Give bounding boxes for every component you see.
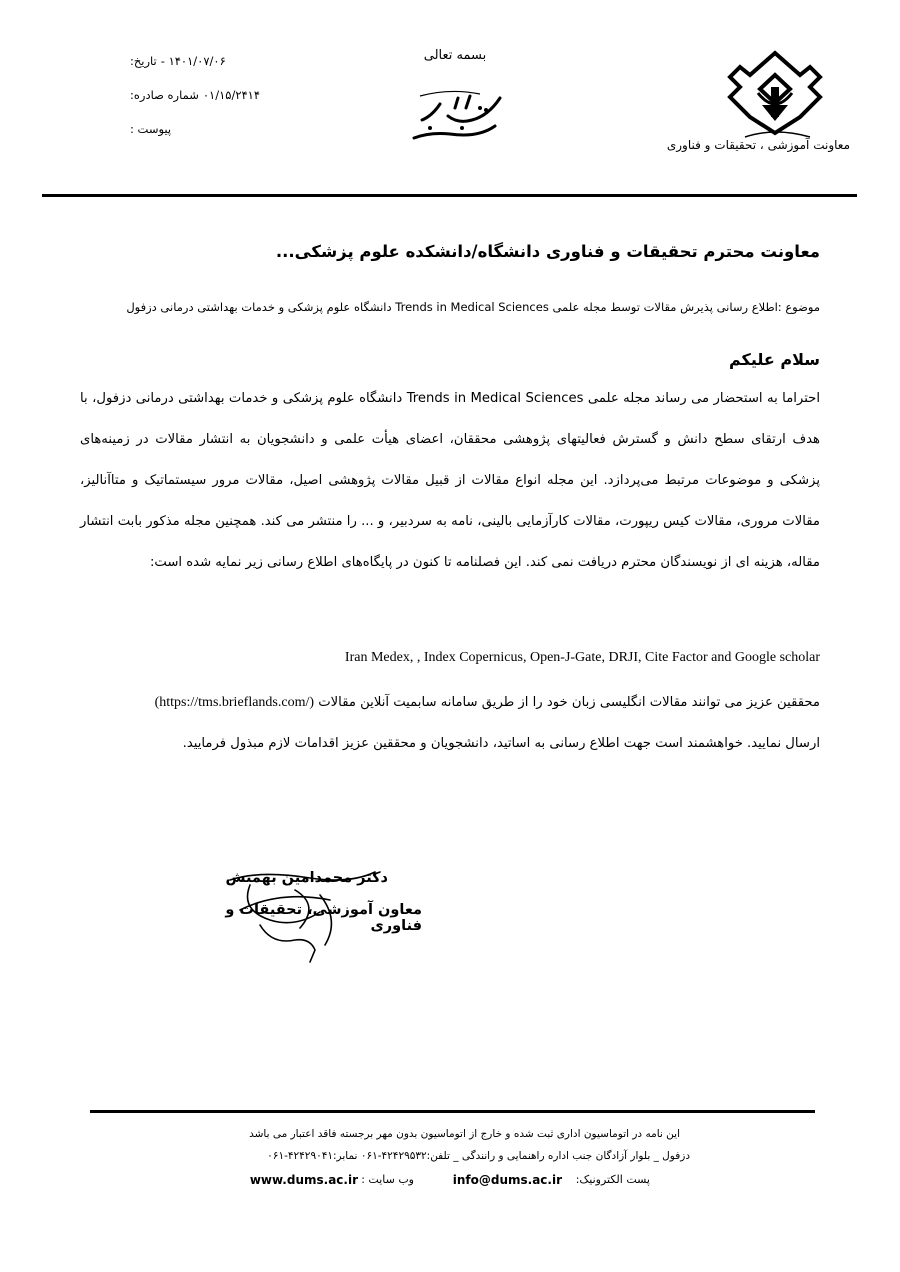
closing-text <box>80 682 820 723</box>
website-link[interactable]: www.dums.ac.ir <box>249 1173 358 1187</box>
addressee: معاونت محترم تحقیقات و فناوری دانشگاه/دانشکده علوم پزشکی... <box>275 242 820 261</box>
number-label: شماره صادره: <box>130 88 199 102</box>
body-paragraph: احتراما به استحضار می رساند مجله علمی Trends in Medical Sciences دانشگاه علوم پزشکی و خدمات بهداشتی درمانی دزفول، با هدف ارتقای سطح دانش و گسترش فعالیتهای پژوهشی محققان، اعضای هیأت علمی و دانشجویان به انتشار مقالات در زمینه‌های پزشکی و موضوعات مرتبط می‌پردازد. این مجله انواع مقالات از قبیل مقالات پژوهشی اصیل، مقالات مرور سیستماتیک و متاآنالیز، مقالات مروری، مقالات کیس ریپورت، مقالات کارآزمایی بالینی، نامه به سردبیر، و ... را منتشر می کند. همچنین مجله مذکور بابت انتشار مقاله، هزینه ای از نویسندگان محترم دریافت نمی کند. این فصلنامه تا کنون در پایگاه‌های اطلاع رسانی زیر نمایه شده است: <box>80 391 820 570</box>
footer-divider <box>90 1110 815 1113</box>
email-link[interactable]: info@dums.ac.ir <box>452 1173 562 1187</box>
number-line <box>130 78 270 112</box>
letter-body <box>80 378 820 583</box>
footer-validity-note: این نامه در اتوماسیون اداری ثبت شده و خارج از اتوماسیون بدون مهر برجسته فاقد اعتبار می باشد <box>249 1128 680 1140</box>
subject-line: موضوع :اطلاع رسانی پذیرش مقالات توسط مجله علمی Trends in Medical Sciences دانشگاه علوم پزشکی و خدمات بهداشتی درمانی دزفول <box>126 300 820 314</box>
closing-paragraph <box>80 682 820 764</box>
website-label: وب سایت : <box>361 1173 414 1186</box>
attachment-line <box>130 112 270 146</box>
signatory-name: دکتر محمدامین بهمنش <box>225 870 388 886</box>
university-logo <box>720 45 830 145</box>
index-databases: Iran Medex, , Index Copernicus, Open-J-Gate, DRJI, Cite Factor and Google scholar <box>344 650 820 665</box>
basmala: بسمه تعالی <box>423 48 487 63</box>
salutation: سلام علیکم <box>728 350 820 369</box>
closing-sentence-1: محققین عزیز می توانند مقالات انگلیسی زبان خود را از طریق سامانه سابمیت آنلاین مقالات <box>318 695 820 710</box>
date-value: ۱۴۰۱/۰۷/۰۶ - <box>160 54 226 68</box>
letter-metadata <box>130 44 270 146</box>
submission-url: (https://tms.brieflands.com/) <box>154 695 315 710</box>
email-label: پست الکترونیک: <box>575 1173 650 1186</box>
header-divider <box>42 194 857 197</box>
closing-sentence-2: ارسال نمایید. خواهشمند است جهت اطلاع رسانی به اساتید، دانشجویان و محققین عزیز اقدامات لازم مبذول فرمایید. <box>182 736 820 751</box>
date-line <box>130 44 270 78</box>
production-motto-logo <box>400 86 520 146</box>
number-value: ۰۱/۱۵/۲۴۱۴ <box>202 88 261 102</box>
footer-address: دزفول _ بلوار آزادگان جنب اداره راهنمایی و رانندگی _ تلفن:۴۲۴۲۹۵۳۲-۰۶۱ نمابر:۴۲۴۲۹۰۴۱-۰۶۱ <box>267 1150 690 1162</box>
signatory-title: معاون آموزشی، تحقیقات و فناوری <box>225 902 422 934</box>
footer-contacts <box>250 1173 650 1193</box>
date-label: تاریخ: <box>130 54 157 68</box>
department-name: معاونت آموزشی ، تحقیقات و فناوری <box>666 138 850 152</box>
attachment-label: پیوست : <box>130 122 172 136</box>
